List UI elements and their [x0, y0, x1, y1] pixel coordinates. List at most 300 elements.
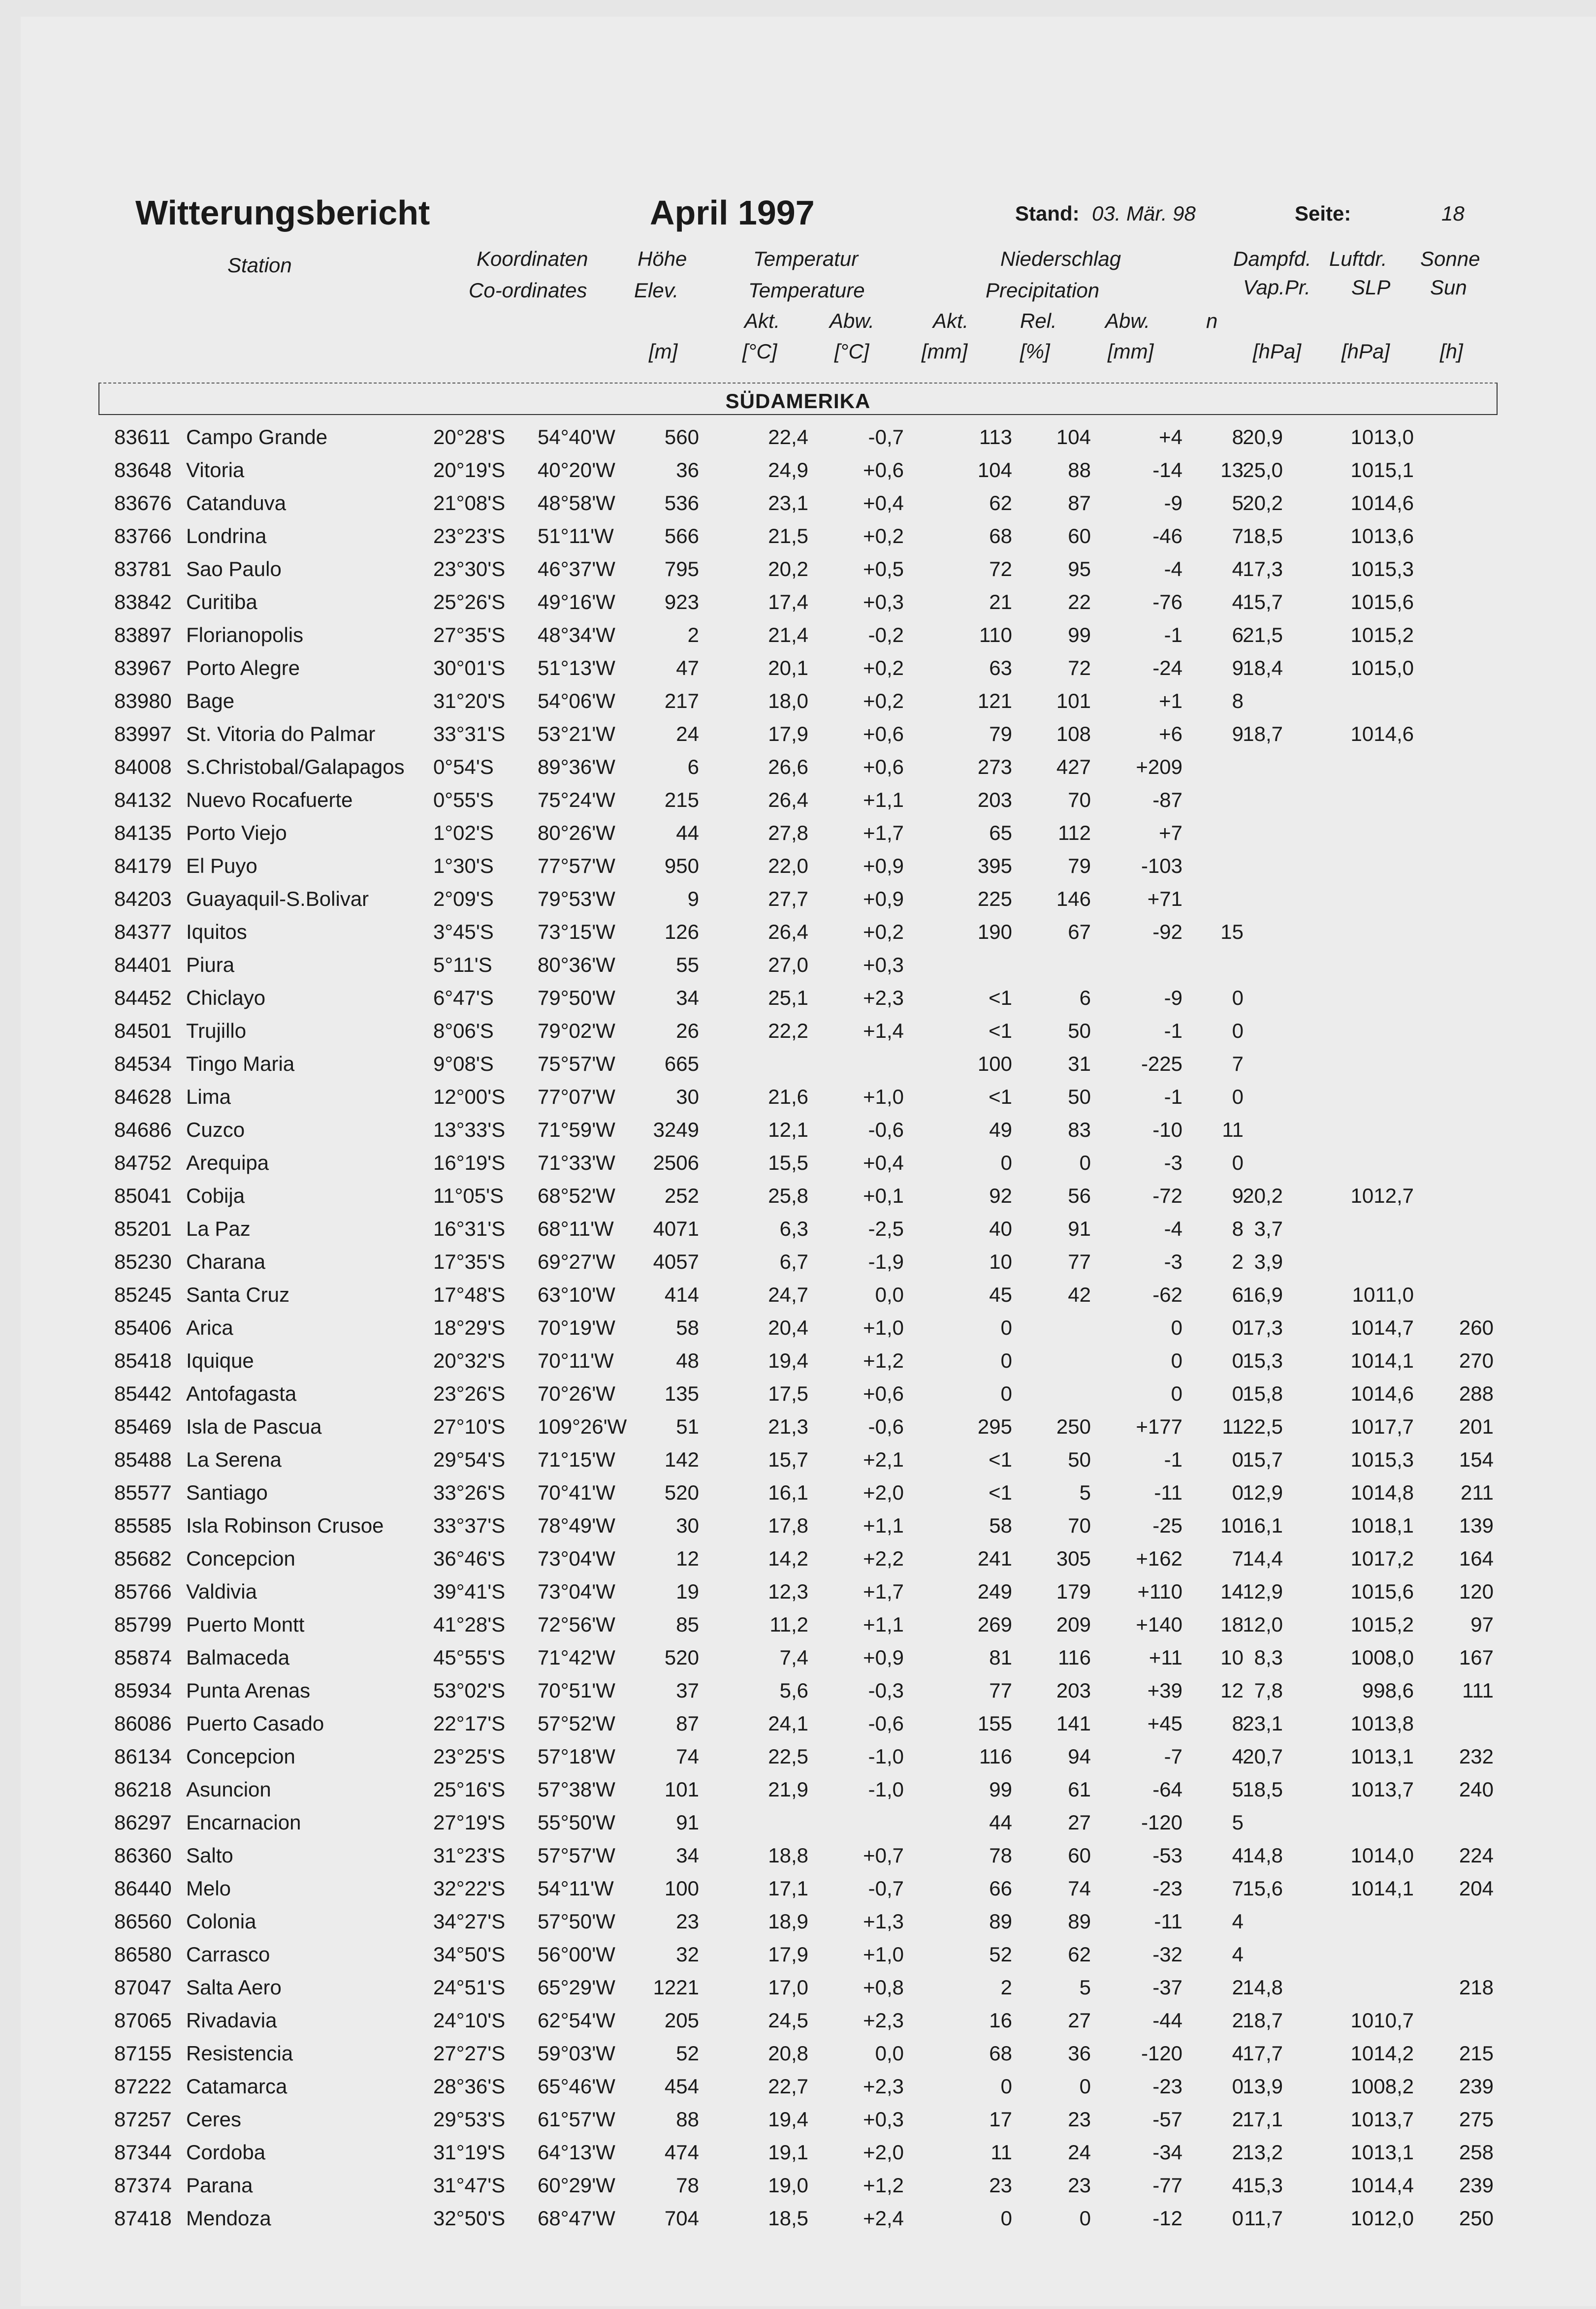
precip-actual: <1 [989, 1085, 1012, 1108]
longitude: 70°41'W [538, 1481, 615, 1504]
longitude: 89°36'W [538, 755, 615, 778]
precip-deviation: +11 [1149, 1646, 1182, 1669]
vapour-pressure: 13,9 [1243, 2075, 1283, 2098]
sea-level-pressure: 1014,1 [1350, 1877, 1414, 1900]
precip-deviation: -9 [1164, 491, 1182, 514]
latitude: 20°19'S [433, 458, 506, 481]
precip-actual: 68 [989, 2042, 1012, 2065]
table-row [0, 1114, 1596, 1147]
vapour-pressure: 15,3 [1243, 2174, 1283, 2197]
latitude: 12°00'S [433, 1085, 506, 1108]
longitude: 54°06'W [538, 689, 615, 712]
precip-days: 0 [1232, 1448, 1244, 1471]
latitude: 18°29'S [433, 1316, 506, 1339]
longitude: 79°53'W [538, 887, 615, 910]
temp-deviation: +1,2 [863, 1349, 904, 1372]
longitude: 65°46'W [538, 2075, 615, 2098]
sunshine-hours: 164 [1459, 1547, 1494, 1570]
elevation: 142 [664, 1448, 699, 1471]
station-name: Puerto Casado [186, 1712, 324, 1735]
sunshine-hours: 260 [1459, 1316, 1494, 1339]
longitude: 51°11'W [538, 524, 614, 547]
sunshine-hours: 111 [1462, 1679, 1494, 1702]
sea-level-pressure: 1013,6 [1350, 524, 1414, 547]
temp-actual: 27,8 [768, 821, 808, 844]
precip-days: 4 [1232, 1844, 1244, 1867]
precip-actual: 110 [979, 623, 1012, 646]
precip-deviation: -76 [1152, 590, 1182, 613]
precip-actual: 100 [977, 1052, 1012, 1075]
precip-relative: 99 [1068, 623, 1091, 646]
temp-actual: 17,0 [768, 1976, 808, 1999]
precip-relative: 209 [1056, 1613, 1091, 1636]
station-name: Vitoria [186, 458, 245, 481]
elevation: 135 [664, 1382, 699, 1405]
precip-actual: 116 [979, 1745, 1012, 1768]
station-id: 84203 [114, 887, 172, 910]
precip-relative: 250 [1056, 1415, 1091, 1438]
station-id: 85442 [114, 1382, 172, 1405]
col-station: Station [227, 254, 292, 277]
table-row [0, 454, 1596, 487]
col-sun-unit: [h] [1440, 340, 1463, 363]
station-id: 83648 [114, 458, 172, 481]
precip-actual: 0 [1000, 1349, 1012, 1372]
station-name: Iquitos [186, 920, 247, 943]
elevation: 205 [664, 2009, 699, 2032]
precip-relative: 79 [1068, 854, 1091, 877]
table-row [0, 1609, 1596, 1642]
precip-actual: <1 [989, 1448, 1012, 1471]
temp-actual: 25,8 [768, 1184, 808, 1207]
elevation: 52 [676, 2042, 699, 2065]
station-id: 84008 [114, 755, 172, 778]
temp-deviation: +2,0 [863, 2141, 904, 2164]
elevation: 2 [687, 623, 699, 646]
elevation: 520 [664, 1646, 699, 1669]
table-row [0, 2005, 1596, 2038]
temp-deviation: +0,2 [863, 656, 904, 679]
station-name: La Paz [186, 1217, 251, 1240]
precip-relative: 50 [1068, 1019, 1091, 1042]
elevation: 1221 [653, 1976, 699, 1999]
precip-actual: 52 [989, 1943, 1012, 1966]
temp-deviation: -0,2 [868, 623, 904, 646]
temp-actual: 19,0 [768, 2174, 808, 2197]
temp-deviation: +0,2 [863, 689, 904, 712]
longitude: 75°24'W [538, 788, 615, 811]
table-row [0, 1543, 1596, 1576]
temp-actual: 22,7 [768, 2075, 808, 2098]
precip-days: 10 [1220, 1514, 1244, 1537]
longitude: 79°02'W [538, 1019, 615, 1042]
precip-actual: 395 [977, 854, 1012, 877]
sea-level-pressure: 1014,7 [1350, 1316, 1414, 1339]
precip-actual: 17 [989, 2108, 1012, 2131]
precip-actual: 295 [977, 1415, 1012, 1438]
longitude: 78°49'W [538, 1514, 615, 1537]
temp-deviation: +1,2 [863, 2174, 904, 2197]
longitude: 57°50'W [538, 1910, 615, 1933]
temp-deviation: +0,5 [863, 557, 904, 580]
elevation: 85 [676, 1613, 699, 1636]
station-name: Iquique [186, 1349, 254, 1372]
precip-deviation: -3 [1164, 1151, 1182, 1174]
sunshine-hours: 167 [1459, 1646, 1494, 1669]
longitude: 80°26'W [538, 821, 615, 844]
station-id: 84179 [114, 854, 172, 877]
latitude: 53°02'S [433, 1679, 506, 1702]
longitude: 77°57'W [538, 854, 615, 877]
temp-deviation: +0,4 [863, 491, 904, 514]
latitude: 20°28'S [433, 425, 506, 449]
col-temp-abw: Abw. [830, 309, 875, 332]
temp-actual: 17,8 [768, 1514, 808, 1537]
precip-days: 0 [1232, 1019, 1244, 1042]
precip-relative: 77 [1068, 1250, 1091, 1273]
latitude: 0°54'S [433, 755, 494, 778]
col-prec-rel: Rel. [1020, 309, 1057, 332]
temp-deviation: +0,3 [863, 590, 904, 613]
precip-actual: 10 [989, 1250, 1012, 1273]
precip-deviation: -120 [1141, 2042, 1182, 2065]
precip-days: 11 [1222, 1415, 1244, 1438]
vapour-pressure: 17,1 [1243, 2108, 1283, 2131]
sunshine-hours: 211 [1461, 1481, 1494, 1504]
precip-days: 9 [1232, 656, 1244, 679]
table-row [0, 1411, 1596, 1444]
precip-deviation: -14 [1152, 458, 1182, 481]
longitude: 71°59'W [538, 1118, 615, 1141]
elevation: 520 [664, 1481, 699, 1504]
longitude: 63°10'W [538, 1283, 615, 1306]
precip-relative: 108 [1056, 722, 1091, 745]
elevation: 78 [676, 2174, 699, 2197]
elevation: 215 [664, 788, 699, 811]
table-row [0, 850, 1596, 883]
precip-actual: 121 [977, 689, 1012, 712]
precip-relative: 72 [1068, 656, 1091, 679]
sunshine-hours: 218 [1459, 1976, 1494, 1999]
table-row [0, 751, 1596, 784]
temp-actual: 14,2 [768, 1547, 808, 1570]
station-id: 85766 [114, 1580, 172, 1603]
station-name: Melo [186, 1877, 231, 1900]
longitude: 77°07'W [538, 1085, 615, 1108]
temp-actual: 15,5 [768, 1151, 808, 1174]
latitude: 45°55'S [433, 1646, 506, 1669]
longitude: 46°37'W [538, 557, 615, 580]
station-name: Valdivia [186, 1580, 257, 1603]
temp-actual: 17,9 [768, 722, 808, 745]
table-row [0, 2038, 1596, 2071]
latitude: 23°26'S [433, 1382, 506, 1405]
precip-days: 0 [1232, 2075, 1244, 2098]
station-name: Porto Viejo [186, 821, 287, 844]
precip-deviation: +1 [1159, 689, 1182, 712]
latitude: 2°09'S [433, 887, 494, 910]
precip-actual: 40 [989, 1217, 1012, 1240]
col-slp-unit: [hPa] [1341, 340, 1390, 363]
station-id: 83980 [114, 689, 172, 712]
col-prec-rel-unit: [%] [1020, 340, 1050, 363]
precip-deviation: -1 [1164, 623, 1182, 646]
temp-deviation: +0,2 [863, 524, 904, 547]
vapour-pressure: 25,0 [1243, 458, 1283, 481]
latitude: 31°20'S [433, 689, 506, 712]
precip-actual: 81 [989, 1646, 1012, 1669]
station-name: Catamarca [186, 2075, 287, 2098]
precip-relative: 50 [1068, 1085, 1091, 1108]
precip-days: 18 [1220, 1613, 1244, 1636]
temp-deviation: +0,6 [863, 1382, 904, 1405]
longitude: 48°58'W [538, 491, 615, 514]
temp-deviation: -0,6 [868, 1712, 904, 1735]
latitude: 0°55'S [433, 788, 494, 811]
sunshine-hours: 239 [1459, 2174, 1494, 2197]
precip-days: 9 [1232, 722, 1244, 745]
elevation: 4071 [653, 1217, 699, 1240]
precip-days: 5 [1232, 1778, 1244, 1801]
station-id: 83611 [114, 425, 170, 449]
region-label: SÜDAMERIKA [725, 389, 871, 413]
station-name: Carrasco [186, 1943, 270, 1966]
precip-relative: 83 [1068, 1118, 1091, 1141]
vapour-pressure: 15,7 [1243, 1448, 1283, 1471]
station-id: 86297 [114, 1811, 172, 1834]
longitude: 68°47'W [538, 2207, 615, 2230]
longitude: 54°40'W [538, 425, 615, 449]
table-row [0, 718, 1596, 751]
station-name: Cuzco [186, 1118, 245, 1141]
precip-deviation: +39 [1147, 1679, 1182, 1702]
station-name: El Puyo [186, 854, 257, 877]
temp-deviation: +0,3 [863, 2108, 904, 2131]
station-name: Encarnacion [186, 1811, 301, 1834]
temp-actual: 22,2 [768, 1019, 808, 1042]
longitude: 59°03'W [538, 2042, 615, 2065]
precip-deviation: -64 [1152, 1778, 1182, 1801]
temp-deviation: +1,0 [863, 1085, 904, 1108]
precip-actual: 78 [989, 1844, 1012, 1867]
station-id: 87257 [114, 2108, 172, 2131]
sea-level-pressure: 998,6 [1362, 1679, 1414, 1702]
vapour-pressure: 20,2 [1243, 1184, 1283, 1207]
elevation: 474 [664, 2141, 699, 2164]
precip-relative: 61 [1068, 1778, 1091, 1801]
precip-deviation: +6 [1159, 722, 1182, 745]
page-number: 18 [1441, 202, 1465, 225]
sea-level-pressure: 1013,7 [1350, 1778, 1414, 1801]
elevation: 91 [676, 1811, 699, 1834]
longitude: 70°26'W [538, 1382, 615, 1405]
precip-deviation: +4 [1159, 425, 1182, 449]
temp-deviation: +0,6 [863, 458, 904, 481]
vapour-pressure: 12,9 [1243, 1481, 1283, 1504]
temp-actual: 24,1 [768, 1712, 808, 1735]
precip-relative: 116 [1058, 1646, 1091, 1669]
elevation: 48 [676, 1349, 699, 1372]
col-prec-akt: Akt. [933, 309, 969, 332]
longitude: 75°57'W [538, 1052, 615, 1075]
precip-days: 2 [1232, 2141, 1244, 2164]
table-row [0, 1873, 1596, 1906]
col-coord-en: Co-ordinates [469, 279, 587, 302]
station-id: 85245 [114, 1283, 172, 1306]
elevation: 34 [676, 986, 699, 1009]
table-row [0, 1477, 1596, 1510]
precip-days: 10 [1220, 1646, 1244, 1669]
table-row [0, 1906, 1596, 1939]
latitude: 28°36'S [433, 2075, 506, 2098]
table-row [0, 1147, 1596, 1180]
table-row [0, 1312, 1596, 1345]
temp-deviation: 0,0 [875, 2042, 904, 2065]
vapour-pressure: 17,3 [1243, 557, 1283, 580]
precip-days: 0 [1232, 2207, 1244, 2230]
col-temp-de: Temperatur [753, 247, 859, 270]
col-vap-en: Vap.Pr. [1243, 276, 1310, 299]
report-month: April 1997 [650, 193, 815, 232]
temp-actual: 19,1 [768, 2141, 808, 2164]
temp-actual: 26,4 [768, 788, 808, 811]
precip-actual: 77 [989, 1679, 1012, 1702]
station-id: 84686 [114, 1118, 172, 1141]
longitude: 70°51'W [538, 1679, 615, 1702]
sunshine-hours: 258 [1459, 2141, 1494, 2164]
precip-relative: 5 [1079, 1976, 1091, 1999]
table-row [0, 1279, 1596, 1312]
precip-actual: 62 [989, 491, 1012, 514]
sea-level-pressure: 1013,7 [1350, 2108, 1414, 2131]
precip-days: 4 [1232, 2042, 1244, 2065]
station-id: 87344 [114, 2141, 172, 2164]
temp-deviation: +2,1 [863, 1448, 904, 1471]
page-label: Seite: [1295, 202, 1351, 225]
station-name: Piura [186, 953, 235, 976]
col-prec-de: Niederschlag [1000, 247, 1121, 270]
vapour-pressure: 17,3 [1243, 1316, 1283, 1339]
precip-relative: 141 [1056, 1712, 1091, 1735]
station-id: 87222 [114, 2075, 172, 2098]
precip-days: 12 [1220, 1679, 1244, 1702]
temp-actual: 12,1 [768, 1118, 808, 1141]
vapour-pressure: 14,8 [1243, 1844, 1283, 1867]
precip-relative: 27 [1068, 1811, 1091, 1834]
temp-actual: 16,1 [768, 1481, 808, 1504]
station-id: 85469 [114, 1415, 172, 1438]
precip-deviation: 0 [1171, 1316, 1182, 1339]
precip-days: 4 [1232, 1745, 1244, 1768]
vapour-pressure: 15,8 [1243, 1382, 1283, 1405]
table-row [0, 1213, 1596, 1246]
latitude: 20°32'S [433, 1349, 506, 1372]
report-title: Witterungsbericht [135, 193, 430, 232]
station-name: Resistencia [186, 2042, 293, 2065]
elevation: 47 [676, 656, 699, 679]
precip-days: 7 [1232, 1547, 1244, 1570]
precip-actual: 72 [989, 557, 1012, 580]
vapour-pressure: 18,5 [1243, 524, 1283, 547]
precip-relative: 94 [1068, 1745, 1091, 1768]
col-temp-abw-unit: [°C] [834, 340, 869, 363]
precip-deviation: -72 [1152, 1184, 1182, 1207]
table-row [0, 1081, 1596, 1114]
latitude: 24°10'S [433, 2009, 506, 2032]
precip-actual: 190 [977, 920, 1012, 943]
latitude: 27°35'S [433, 623, 506, 646]
station-id: 87374 [114, 2174, 172, 2197]
precip-deviation: 0 [1171, 1349, 1182, 1372]
sunshine-hours: 215 [1459, 2042, 1494, 2065]
table-row [0, 1015, 1596, 1048]
station-name: Ceres [186, 2108, 242, 2131]
table-row [0, 1180, 1596, 1213]
vapour-pressure: 21,5 [1243, 623, 1283, 646]
temp-actual: 20,8 [768, 2042, 808, 2065]
precip-days: 7 [1232, 524, 1244, 547]
temp-actual: 22,0 [768, 854, 808, 877]
table-row [0, 2203, 1596, 2236]
precip-deviation: -1 [1164, 1085, 1182, 1108]
precip-relative: 70 [1068, 788, 1091, 811]
precip-deviation: -9 [1164, 986, 1182, 1009]
longitude: 60°29'W [538, 2174, 615, 2197]
station-name: Asuncion [186, 1778, 271, 1801]
precip-relative: 27 [1068, 2009, 1091, 2032]
table-row [0, 1741, 1596, 1774]
sea-level-pressure: 1015,6 [1350, 590, 1414, 613]
longitude: 49°16'W [538, 590, 615, 613]
longitude: 51°13'W [538, 656, 615, 679]
precip-relative: 88 [1068, 458, 1091, 481]
station-id: 86440 [114, 1877, 172, 1900]
precip-relative: 60 [1068, 1844, 1091, 1867]
elevation: 19 [676, 1580, 699, 1603]
station-id: 87047 [114, 1976, 172, 1999]
precip-actual: 241 [977, 1547, 1012, 1570]
station-id: 86560 [114, 1910, 172, 1933]
col-prec-abw-unit: [mm] [1108, 340, 1154, 363]
vapour-pressure: 3,7 [1254, 1217, 1283, 1240]
latitude: 1°02'S [433, 821, 494, 844]
vapour-pressure: 13,2 [1243, 2141, 1283, 2164]
longitude: 53°21'W [538, 722, 615, 745]
temp-actual: 18,5 [768, 2207, 808, 2230]
precip-relative: 23 [1068, 2174, 1091, 2197]
temp-actual: 26,6 [768, 755, 808, 778]
precip-relative: 95 [1068, 557, 1091, 580]
temp-actual: 19,4 [768, 1349, 808, 1372]
precip-deviation: -44 [1152, 2009, 1182, 2032]
precip-actual: 21 [989, 590, 1012, 613]
sea-level-pressure: 1014,0 [1350, 1844, 1414, 1867]
vapour-pressure: 20,9 [1243, 425, 1283, 449]
col-temp-en: Temperature [748, 279, 865, 302]
longitude: 71°15'W [538, 1448, 615, 1471]
station-id: 85201 [114, 1217, 172, 1240]
temp-actual: 17,9 [768, 1943, 808, 1966]
precip-deviation: -23 [1152, 1877, 1182, 1900]
temp-deviation: +0,6 [863, 755, 904, 778]
sunshine-hours: 201 [1459, 1415, 1494, 1438]
temp-deviation: -0,6 [868, 1415, 904, 1438]
precip-deviation: -12 [1152, 2207, 1182, 2230]
precip-actual: <1 [989, 986, 1012, 1009]
table-row [0, 2071, 1596, 2104]
table-row [0, 883, 1596, 916]
temp-deviation: +2,4 [863, 2207, 904, 2230]
